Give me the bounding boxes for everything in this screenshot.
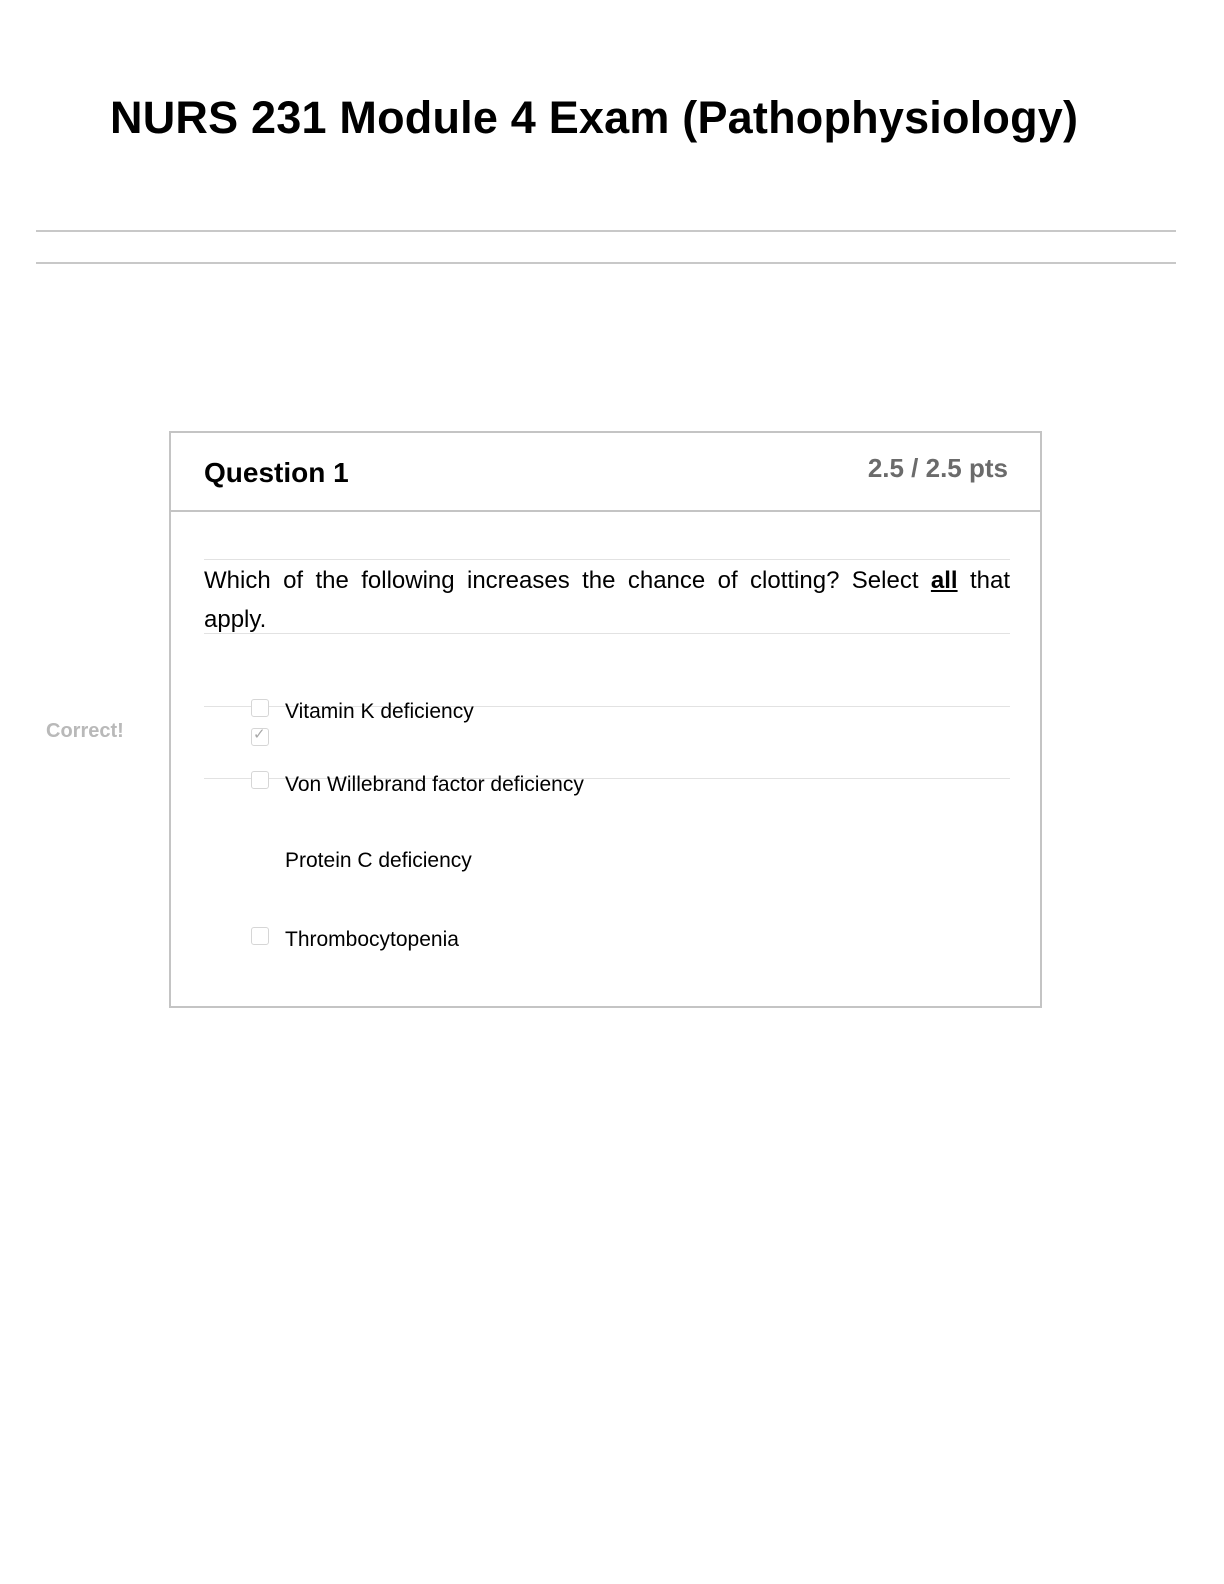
correct-indicator: Correct! [46, 720, 124, 742]
answer-label[interactable]: Protein C deficiency [285, 849, 472, 872]
question-prompt [204, 561, 1010, 639]
question-header [171, 433, 1040, 512]
question-points: 2.5 / 2.5 pts [867, 453, 1008, 483]
page-title: NURS 231 Module 4 Exam (Pathophysiology) [110, 92, 1079, 143]
divider [36, 230, 1176, 232]
answer-checkbox-vitamin-k[interactable] [251, 699, 269, 717]
question-title: Question 1 [204, 457, 349, 488]
question-prompt-text: Which of the following increases the chance of clotting? Select [204, 567, 931, 594]
question-prompt-text-end: that apply. [204, 567, 1010, 633]
answer-label[interactable]: Thrombocytopenia [285, 928, 459, 951]
question-prompt-emphasis: all [930, 567, 958, 594]
answer-checkbox-von-willebrand[interactable] [251, 771, 269, 789]
answer-label[interactable]: Von Willebrand factor deficiency [285, 773, 584, 796]
divider [36, 262, 1176, 264]
answer-label[interactable]: Vitamin K deficiency [285, 700, 474, 723]
divider [204, 633, 1010, 634]
question-card [169, 431, 1042, 1008]
answer-checkbox-protein-c[interactable] [251, 728, 269, 746]
divider [204, 559, 1010, 560]
check-icon: ✓ [253, 726, 266, 743]
answer-checkbox-thrombocytopenia[interactable] [251, 927, 269, 945]
